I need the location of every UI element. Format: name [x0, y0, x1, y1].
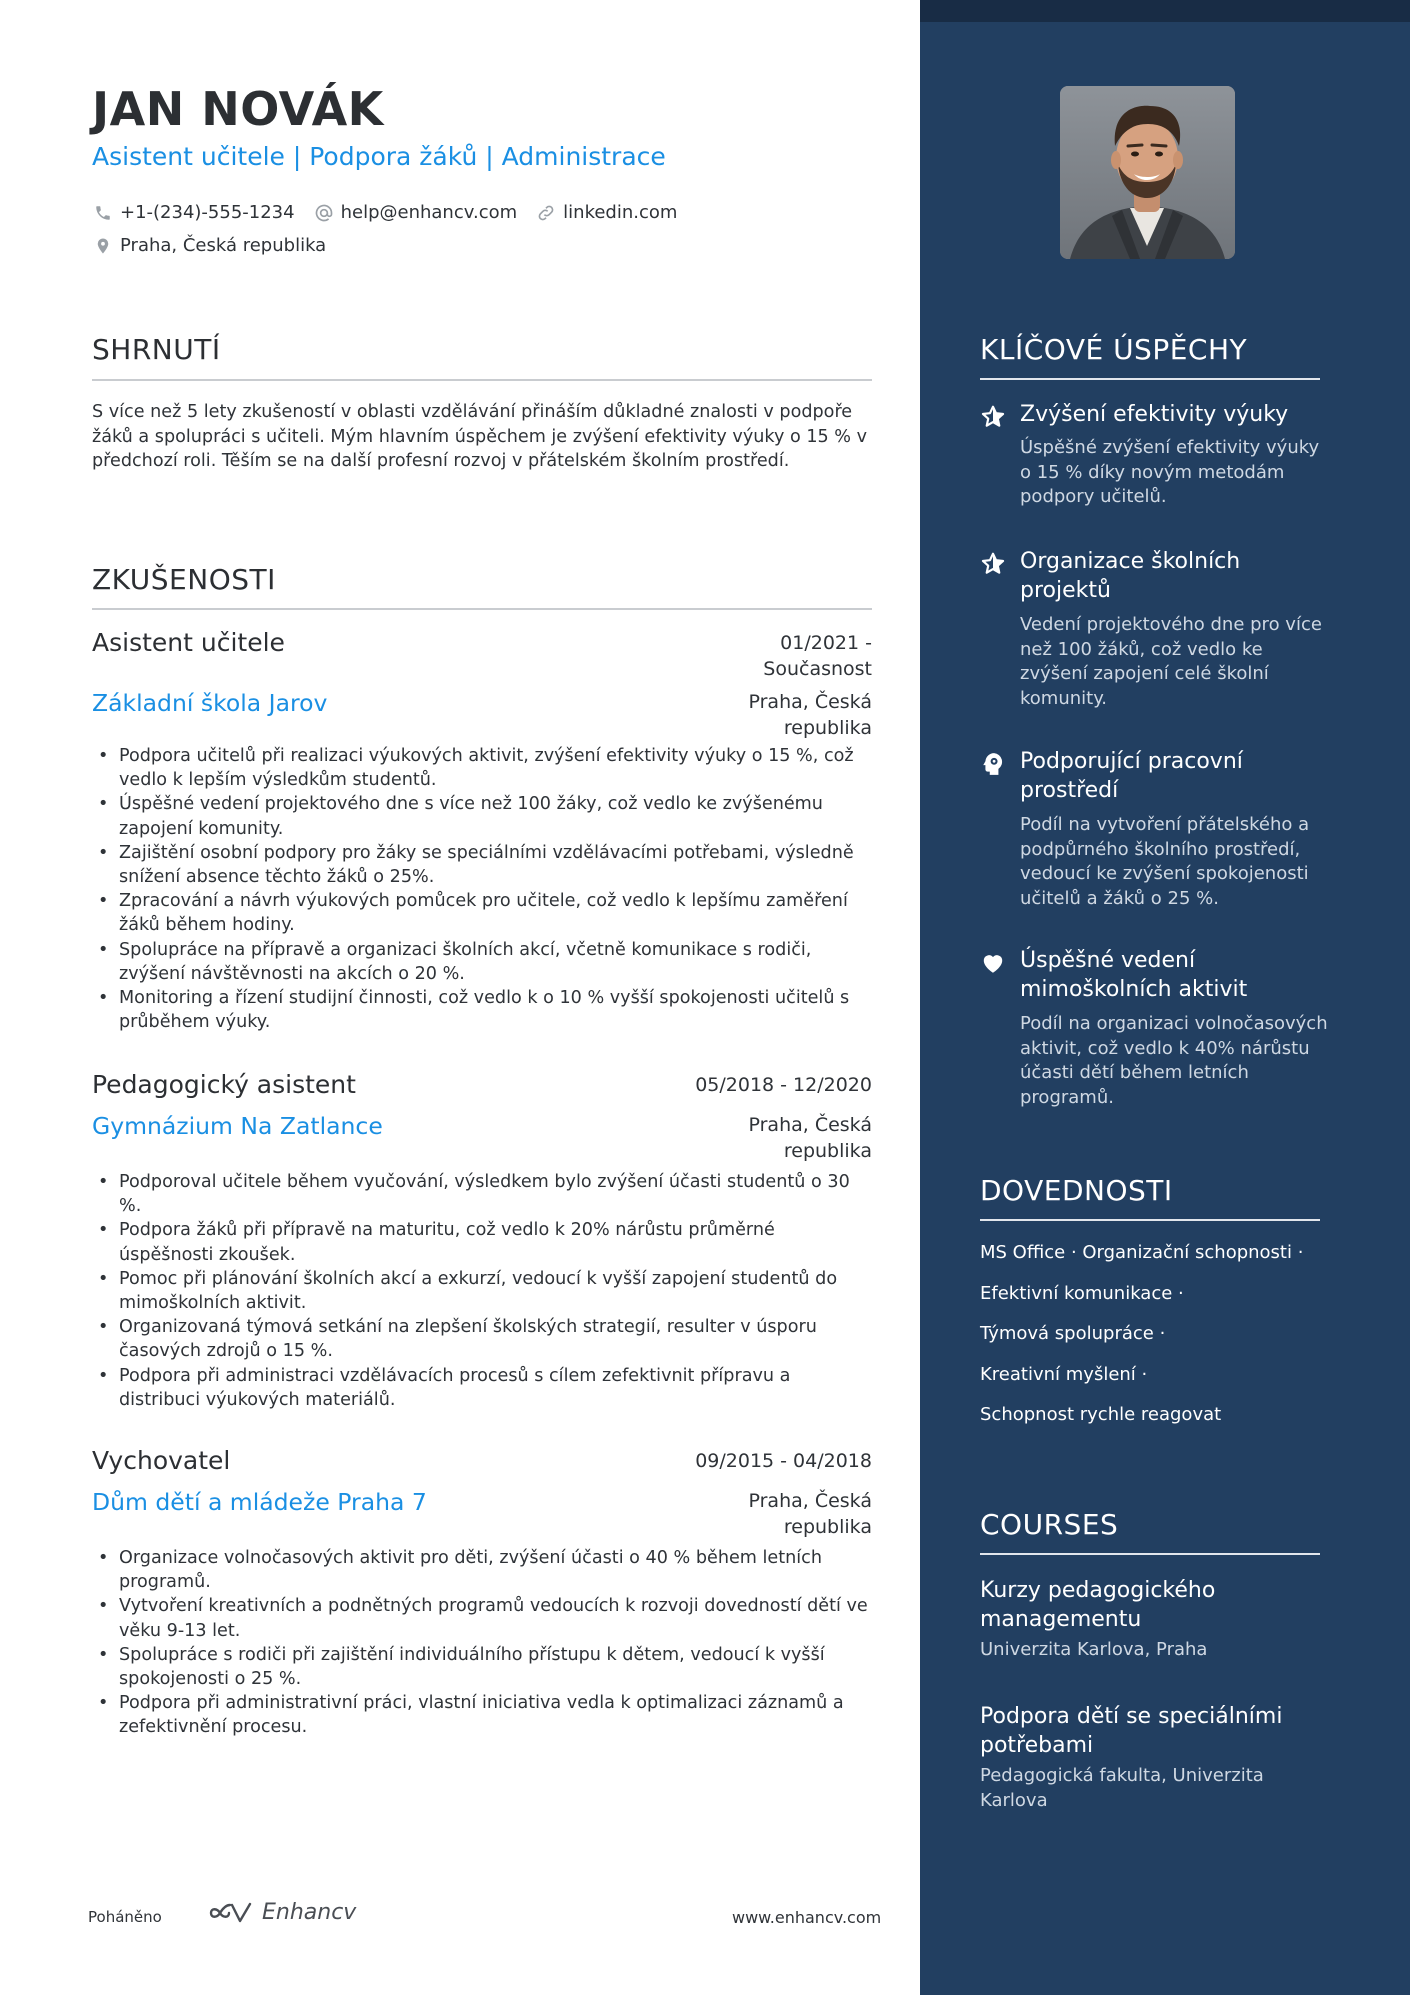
summary-title: SHRNUTÍ [92, 333, 221, 366]
headline: Asistent učitele | Podpora žáků | Administrace [92, 142, 666, 171]
achievements-title: KLÍČOVÉ ÚSPĚCHY [980, 333, 1248, 366]
sidebar-top-bar [920, 0, 1410, 22]
achievement-item [980, 547, 1330, 717]
achievement-item [980, 946, 1330, 1116]
sidebar [920, 0, 1410, 1995]
contact-row-1 [92, 196, 872, 229]
job-title: Asistent učitele [92, 628, 285, 657]
courses-divider [980, 1553, 1320, 1555]
achievement-title: Podporující pracovní prostředí [1020, 749, 1243, 803]
achievement-item [980, 747, 1330, 917]
linkedin-text[interactable]: linkedin.com [563, 202, 678, 223]
skill-row: Kreativní myšlení · [980, 1363, 1148, 1385]
location-pin-icon [92, 235, 114, 257]
course-title: Kurzy pedagogického managementu [980, 1578, 1216, 1632]
achievement-desc: Úspěšné zvýšení efektivity výuky o 15 % díky novým metodám podpory učitelů. [1020, 437, 1320, 507]
job-date: 01/2021 - Současnost [763, 632, 872, 680]
heart-icon [980, 950, 1006, 976]
footer-url[interactable]: www.enhancv.com [732, 1908, 882, 1927]
achievement-title: Organizace školních projektů [1020, 549, 1241, 603]
course-school: Univerzita Karlova, Praha [980, 1639, 1208, 1660]
achievement-desc: Vedení projektového dne pro více než 100 žáků, což vedlo ke zvýšení zapojení celé školní komunity. [1020, 614, 1322, 709]
location-contact [92, 235, 326, 257]
achievement-item [980, 400, 1330, 520]
list-item: • Podpora při administraci vzdělávacích procesů s cílem zefektivnit přípravu a distribuci výukových materiálů. [92, 1364, 872, 1412]
list-item: • Vytvoření kreativních a podnětných programů vedoucích k rozvoji dovedností dětí ve věku 9-13 let. [92, 1594, 872, 1642]
experience-title: ZKUŠENOSTI [92, 563, 276, 596]
phone-contact [92, 202, 295, 224]
skills-divider [980, 1219, 1320, 1221]
job-entry [92, 628, 872, 1038]
job-entry [92, 1446, 872, 1746]
list-item: • Podpora při administrativní práci, vlastní iniciativa vedla k optimalizaci záznamů a zefektivnění procesu. [92, 1691, 872, 1739]
courses-title: COURSES [980, 1508, 1119, 1541]
job-title: Pedagogický asistent [92, 1070, 356, 1099]
achievements-divider [980, 378, 1320, 380]
job-company: Gymnázium Na Zatlance [92, 1112, 383, 1140]
list-item: • Organizace volnočasových aktivit pro děti, zvýšení účasti o 40 % během letních programů. [92, 1546, 872, 1594]
list-item: • Pomoc při plánování školních akcí a exkurzí, vedoucí k vyšší zapojení studentů do mimoškolních aktivit. [92, 1267, 872, 1315]
job-date: 09/2015 - 04/2018 [695, 1450, 872, 1472]
skills-title: DOVEDNOSTI [980, 1174, 1173, 1207]
job-date: 05/2018 - 12/2020 [695, 1074, 872, 1096]
achievement-desc: Podíl na vytvoření přátelského a podpůrného školního prostředí, vedoucí ke zvýšení spokojenosti učitelů a žáků o 25 %. [1020, 814, 1310, 909]
job-location: Praha, Česká republika [748, 1490, 872, 1538]
at-icon [313, 202, 335, 224]
course-item [980, 1576, 1330, 1663]
star-icon [980, 551, 1006, 577]
course-item [980, 1702, 1330, 1813]
list-item: • Zajištění osobní podpory pro žáky se speciálními vzdělávacími potřebami, výsledně snížení absence těchto žáků o 25%. [92, 841, 872, 889]
list-item: • Monitoring a řízení studijní činnosti, což vedlo k o 10 % vyšší spokojenosti učitelů s průběhem výuky. [92, 986, 872, 1034]
list-item: • Úspěšné vedení projektového dne s více než 100 žáky, což vedlo ke zvýšenému zapojení komunity. [92, 792, 872, 840]
list-item: • Organizovaná týmová setkání na zlepšení školských strategií, resulter v úsporu časových zdrojů o 15 %. [92, 1315, 872, 1363]
job-location: Praha, Česká republika [748, 691, 872, 739]
job-bullets [92, 744, 872, 1034]
skill-row: MS Office · Organizační schopnosti · [980, 1242, 1304, 1263]
enhancv-logo[interactable] [208, 1900, 356, 1925]
powered-by-label: Poháněno [88, 1908, 162, 1926]
summary-divider [92, 379, 872, 381]
achievement-title: Úspěšné vedení mimoškolních aktivit [1020, 948, 1248, 1002]
skill-row: Týmová spolupráce · [980, 1323, 1166, 1344]
achievement-desc: Podíl na organizaci volnočasových aktivit, což vedlo k 40% nárůstu účasti dětí během letních programů. [1020, 1013, 1328, 1108]
list-item: • Spolupráce s rodiči při zajištění individuálního přístupu k dětem, vedoucí k vyšší spokojenosti o 25 %. [92, 1643, 872, 1691]
skills-list [980, 1238, 1330, 1441]
job-entry [92, 1070, 872, 1410]
skill-row: Schopnost rychle reagovat [980, 1404, 1222, 1425]
email-contact [313, 202, 518, 224]
list-item: • Podporoval učitele během vyučování, výsledkem bylo zvýšení účasti studentů o 30 %. [92, 1170, 872, 1218]
email-text[interactable]: help@enhancv.com [340, 202, 518, 223]
list-item: • Zpracování a návrh výukových pomůcek pro učitele, což vedlo k lepšímu zaměření žáků během hodiny. [92, 889, 872, 937]
link-icon [535, 202, 557, 224]
phone-icon [92, 202, 114, 224]
phone-text[interactable]: +1-(234)-555-1234 [120, 202, 295, 223]
linkedin-contact [535, 202, 677, 224]
job-title: Vychovatel [92, 1446, 231, 1475]
job-company: Dům dětí a mládeže Praha 7 [92, 1488, 427, 1516]
head-brain-icon [980, 751, 1006, 777]
contact-info [92, 196, 872, 262]
candidate-name: JAN NOVÁK [92, 82, 384, 136]
job-company: Základní škola Jarov [92, 689, 328, 717]
list-item: • Spolupráce na přípravě a organizaci školních akcí, včetně komunikace s rodiči, zvýšení návštěvnosti na akcích o 20 %. [92, 938, 872, 986]
contact-row-2 [92, 229, 872, 262]
achievement-title: Zvýšení efektivity výuky [1020, 402, 1289, 427]
course-title: Podpora dětí se speciálními potřebami [980, 1704, 1283, 1758]
summary-text: S více než 5 lety zkušeností v oblasti vzdělávání přináším důkladné znalosti v podpoře žáků a spolupráci s učiteli. Mým hlavním úspěchem je zvýšení efektivity výuky o 15 % v předchozí roli. Těším se na další profesní rozvoj v přátelském školním prostředí. [92, 402, 868, 471]
skill-row: Efektivní komunikace · [980, 1282, 1184, 1304]
list-item: • Podpora žáků při přípravě na maturitu, což vedlo k 20% nárůstu průměrné úspěšnosti zkoušek. [92, 1218, 872, 1266]
job-location: Praha, Česká republika [748, 1114, 872, 1162]
profile-photo [1060, 86, 1235, 259]
list-item: • Podpora učitelů při realizaci výukových aktivit, zvýšení efektivity výuky o 15 %, což vedlo k lepším výsledkům studentů. [92, 744, 872, 792]
job-bullets [92, 1546, 872, 1740]
brand-name: Enhancv [262, 1900, 357, 1925]
location-text: Praha, Česká republika [120, 235, 327, 256]
course-school: Pedagogická fakulta, Univerzita Karlova [980, 1765, 1264, 1811]
experience-divider [92, 608, 872, 610]
infinity-logo-icon [208, 1902, 254, 1924]
star-icon [980, 404, 1006, 430]
job-bullets [92, 1170, 872, 1412]
